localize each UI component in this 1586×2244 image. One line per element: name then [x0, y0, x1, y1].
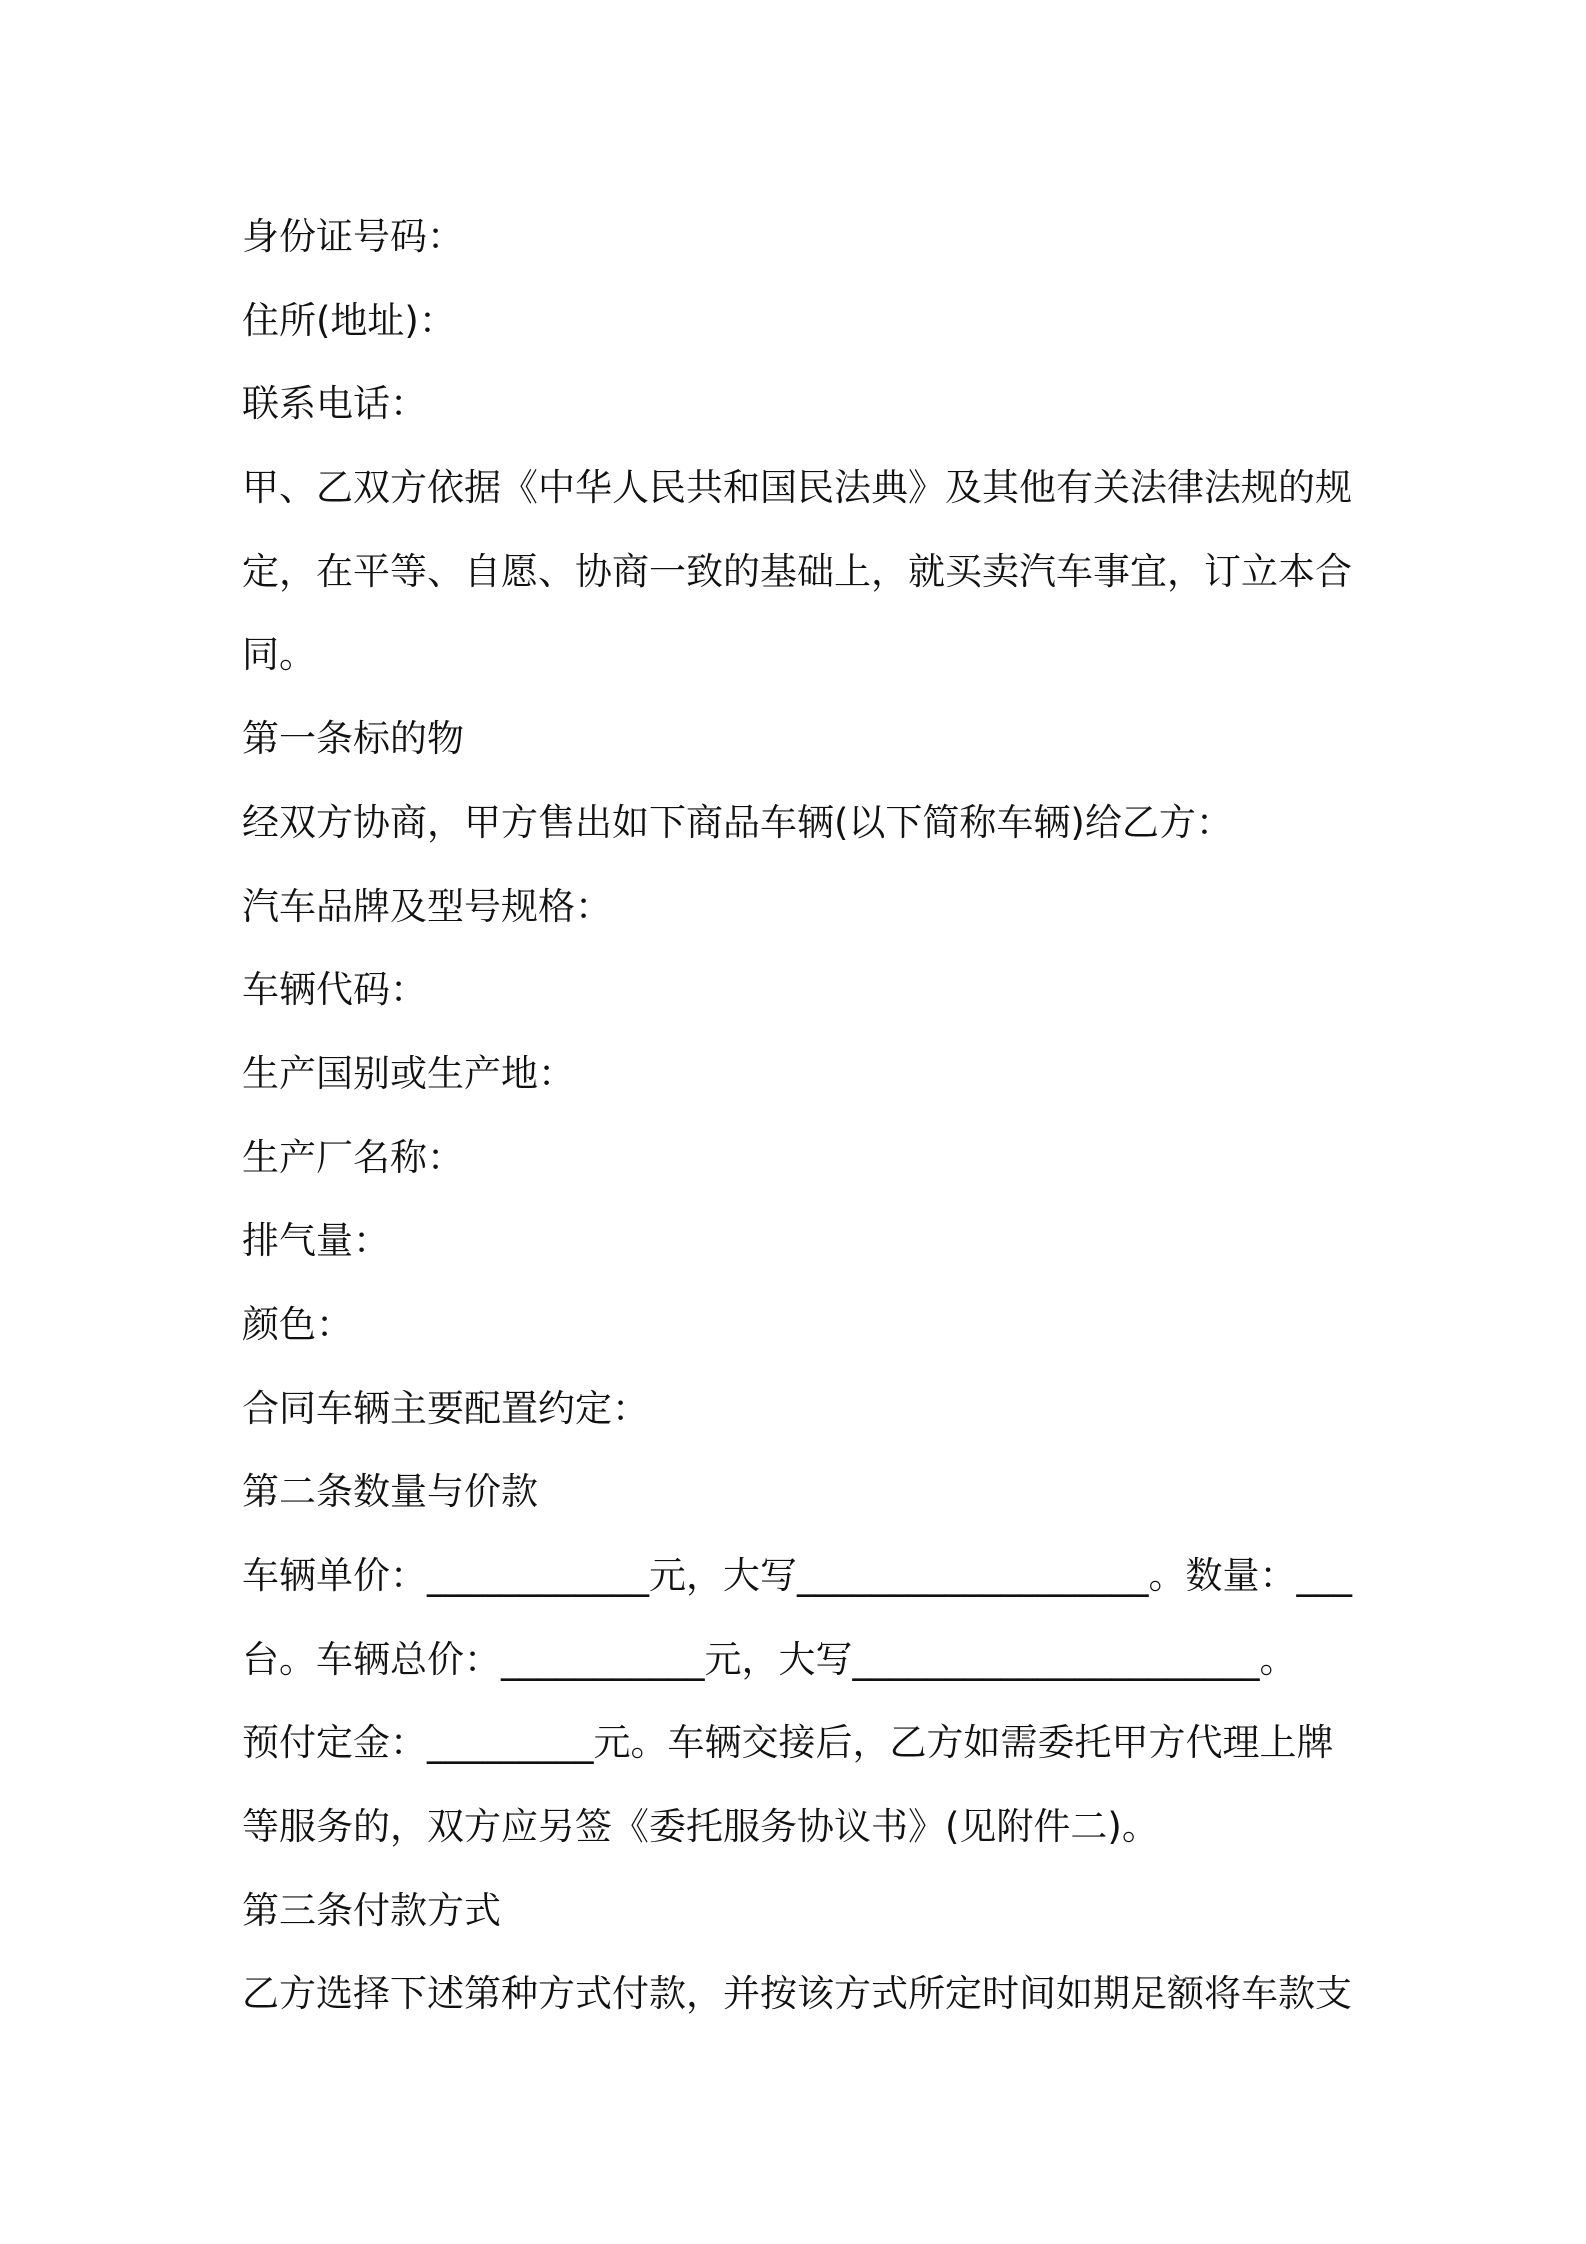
vehicle-code-line: 车辆代码：	[242, 968, 427, 1012]
document-body	[242, 195, 1360, 2036]
deposit-line-2: 等服务的，双方应另签《委托服务协议书》(见附件二)。	[242, 1805, 1159, 1849]
configuration-line: 合同车辆主要配置约定：	[242, 1386, 649, 1430]
article-2-heading: 第二条数量与价款	[242, 1470, 538, 1514]
origin-line: 生产国别或生产地：	[242, 1051, 575, 1095]
price-line-1: 车辆单价：____________元，大写___________________。数量：___	[242, 1554, 1352, 1597]
price-line-2: 台。车辆总价：___________元，大写______________________。	[242, 1637, 1297, 1681]
manufacturer-line: 生产厂名称：	[242, 1135, 464, 1179]
article-1-heading: 第一条标的物	[242, 717, 464, 761]
deposit-line-1: 预付定金：_________元。车辆交接后，乙方如需委托甲方代理上牌	[242, 1721, 1334, 1765]
preamble-line-2: 定，在平等、自愿、协商一致的基础上，就买卖汽车事宜，订立本合	[242, 549, 1352, 593]
article-3-heading: 第三条付款方式	[242, 1888, 501, 1932]
preamble-line-3: 同。	[242, 633, 316, 677]
brand-model-line: 汽车品牌及型号规格：	[242, 884, 612, 928]
payment-line-1: 乙方选择下述第种方式付款，并按该方式所定时间如期足额将车款支	[242, 1972, 1352, 2016]
id-number-line: 身份证号码：	[242, 215, 464, 258]
address-line: 住所(地址)：	[242, 298, 456, 342]
article-1-intro: 经双方协商，甲方售出如下商品车辆(以下简称车辆)给乙方：	[242, 800, 1233, 844]
displacement-line: 排气量：	[242, 1219, 390, 1263]
color-line: 颜色：	[242, 1302, 353, 1346]
preamble-line-1: 甲、乙双方依据《中华人民共和国民法典》及其他有关法律法规的规	[242, 466, 1352, 510]
phone-line: 联系电话：	[242, 382, 427, 426]
